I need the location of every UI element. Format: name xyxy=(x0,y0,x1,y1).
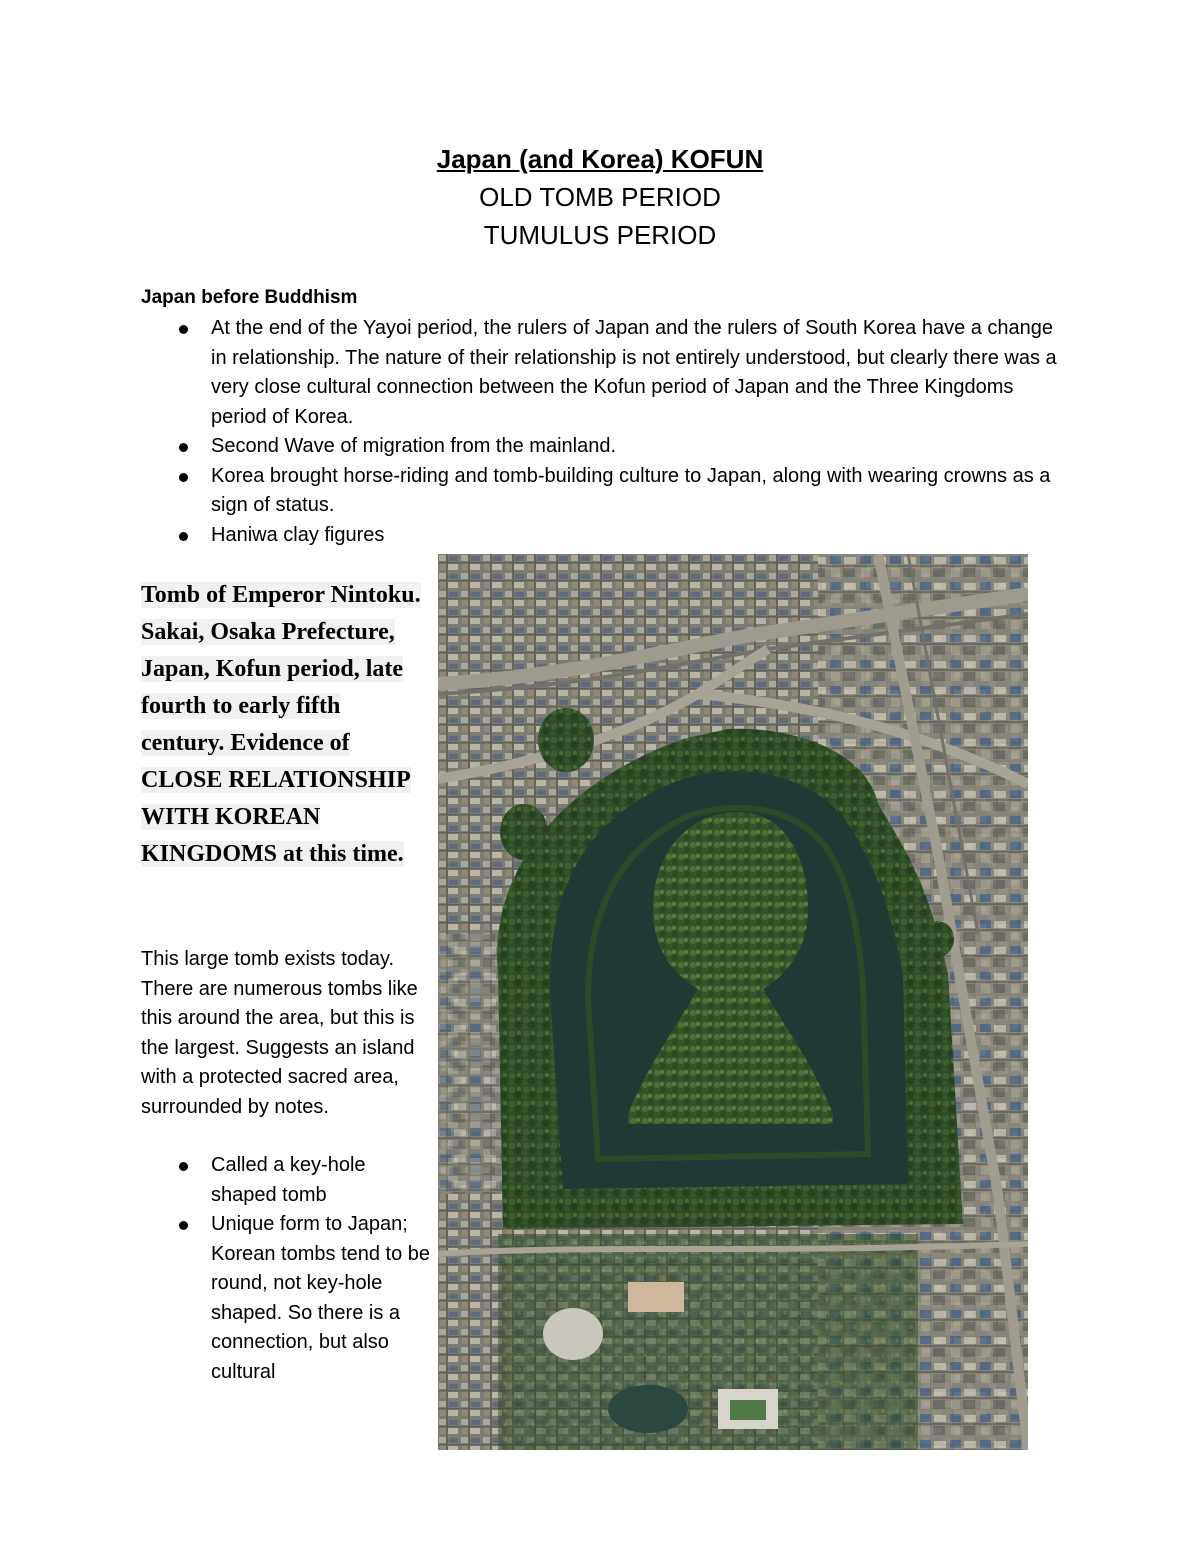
image-caption xyxy=(141,577,426,873)
aerial-photo-nintoku-tomb xyxy=(438,554,1028,1450)
description-bullet-list xyxy=(141,1151,431,1387)
title-block xyxy=(0,140,1200,254)
page-subtitle-old-tomb: OLD TOMB PERIOD xyxy=(479,182,721,212)
list-item xyxy=(141,521,1061,551)
list-item xyxy=(141,1210,431,1387)
bullet-icon xyxy=(179,325,188,334)
list-item-text: Korea brought horse-riding and tomb-building culture to Japan, along with wearing crowns as a sign of status. xyxy=(211,464,1051,516)
list-item-text: Haniwa clay figures xyxy=(211,523,385,546)
page-subtitle-tumulus: TUMULUS PERIOD xyxy=(483,220,717,250)
list-item-text: At the end of the Yayoi period, the rulers of Japan and the rulers of South Korea have a change in relationship. The nature of their relationship is not entirely understood, but clearly there was a very close cultural connection between the Kofun period of Japan and the Three Kingdoms period of Korea. xyxy=(211,317,1057,428)
list-item-text: Unique form to Japan; Korean tombs tend to be round, not key-hole shaped. So there is a connection, but also cultural xyxy=(211,1213,431,1383)
list-item xyxy=(141,462,1061,521)
bullet-icon xyxy=(179,1162,188,1171)
list-item xyxy=(141,314,1061,432)
list-item xyxy=(141,1151,431,1210)
list-item xyxy=(141,432,1061,462)
image-caption-text: Tomb of Emperor Nintoku. Sakai, Osaka Prefecture, Japan, Kofun period, late fourth to early fifth century. Evidence of CLOSE RELATIONSHIP WITH KOREAN KINGDOMS at this time. xyxy=(141,582,421,867)
page-title: Japan (and Korea) KOFUN xyxy=(436,144,764,174)
bullet-icon xyxy=(179,443,188,452)
bullet-icon xyxy=(179,1221,188,1230)
bullet-icon xyxy=(179,473,188,482)
list-item-text: Called a key-hole shaped tomb xyxy=(211,1154,366,1206)
main-bullet-list xyxy=(141,314,1061,550)
section-heading: Japan before Buddhism xyxy=(141,287,358,308)
list-item-text: Second Wave of migration from the mainland. xyxy=(211,435,617,457)
bullet-icon xyxy=(179,532,188,541)
description-paragraph: This large tomb exists today. There are numerous tombs like this around the area, but this is the largest. Suggests an island with a protected sacred area, surrounded by notes. xyxy=(141,948,418,1118)
